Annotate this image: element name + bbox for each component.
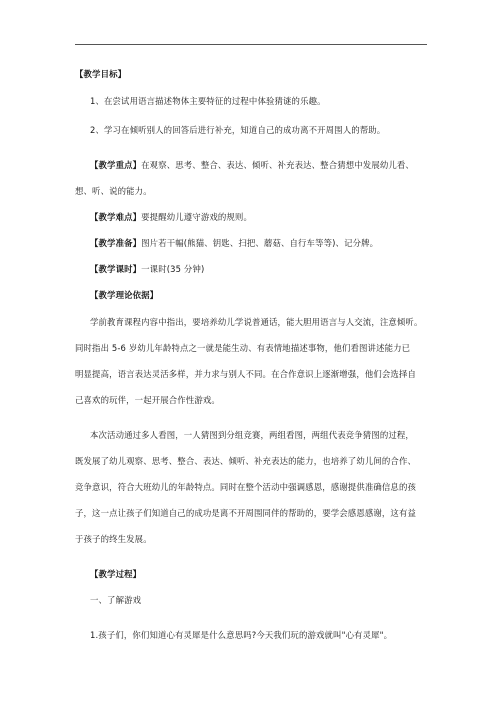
- preparation-label: 【教学准备】: [90, 238, 142, 248]
- goal-item-2: 2、学习在倾听别人的回答后进行补充，知道自己的成功离不开周围人的帮助。: [90, 125, 386, 135]
- theory-p2-line-4: 子，这一点让孩子们知道自己的成功是离不开周围同伴的帮助的，要学会感恩感谢，这有益: [75, 508, 416, 518]
- key-points-text: 在观察、思考、整合、表达、倾听、补充表达、整合猜想中发展幼儿看、: [141, 160, 414, 170]
- duration-line: [75, 264, 442, 275]
- duration-text: 一课时(35 分钟): [141, 264, 205, 274]
- header-rule: [75, 44, 427, 45]
- theory-heading: 【教学理论依据】: [90, 290, 159, 300]
- theory-p2-line-3: 竞争意识，符合大班幼儿的年龄特点。同时在整个活动中强调感恩，感谢提供准确信息的孩: [75, 482, 416, 492]
- theory-p1-line-3: 明显提高，语言表达灵活多样，并力求与别人不同。在合作意识上逐渐增强，他们会选择自: [75, 369, 416, 379]
- theory-p2-line-1: 本次活动通过多人看图，一人猜图到分组竞赛，两组看图，两组代表竞争猜图的过程，: [90, 430, 414, 440]
- theory-p1-line-2: 同时指出 5-6 岁幼儿年龄特点之一就是能生动、有表情地描述事物，他们看图讲述能力已: [75, 343, 411, 353]
- key-points-line-1: [75, 160, 442, 171]
- key-points-line-2: 想、听、说的能力。: [75, 186, 152, 196]
- preparation-text: 图片若干幅(熊猫、钥匙、扫把、蘑菇、自行车等等)、记分牌。: [141, 238, 379, 248]
- theory-p1-line-1: 学前教育课程内容中指出，要培养幼儿学说普通话，能大胆用语言与人交流，注意倾听。: [90, 317, 423, 327]
- difficulty-label: 【教学难点】: [90, 212, 142, 222]
- theory-p2-line-2: 既发展了幼儿观察、思考、整合、表达、倾听、补充表达的能力，也培养了幼儿间的合作、: [75, 456, 416, 466]
- difficulty-line: [75, 212, 442, 223]
- difficulty-text: 要提醒幼儿遵守游戏的规则。: [141, 212, 252, 222]
- process-heading: 【教学过程】: [90, 569, 142, 579]
- goals-heading: 【教学目标】: [75, 69, 127, 79]
- preparation-line: [75, 238, 442, 249]
- theory-p2-line-5: 于孩子的终生发展。: [75, 534, 152, 544]
- key-points-label: 【教学重点】: [90, 160, 142, 170]
- goal-item-1: 1、在尝试用语言描述物体主要特征的过程中体验猜谜的乐趣。: [90, 96, 326, 106]
- process-section-1: 一、了解游戏: [90, 595, 142, 605]
- process-step-1: 1.孩子们，你们知道心有灵犀是什么意思吗?今天我们玩的游戏就叫"心有灵犀"。: [90, 630, 393, 640]
- theory-p1-line-4: 己喜欢的玩伴，一起开展合作性游戏。: [75, 395, 220, 405]
- duration-label: 【教学课时】: [90, 264, 142, 274]
